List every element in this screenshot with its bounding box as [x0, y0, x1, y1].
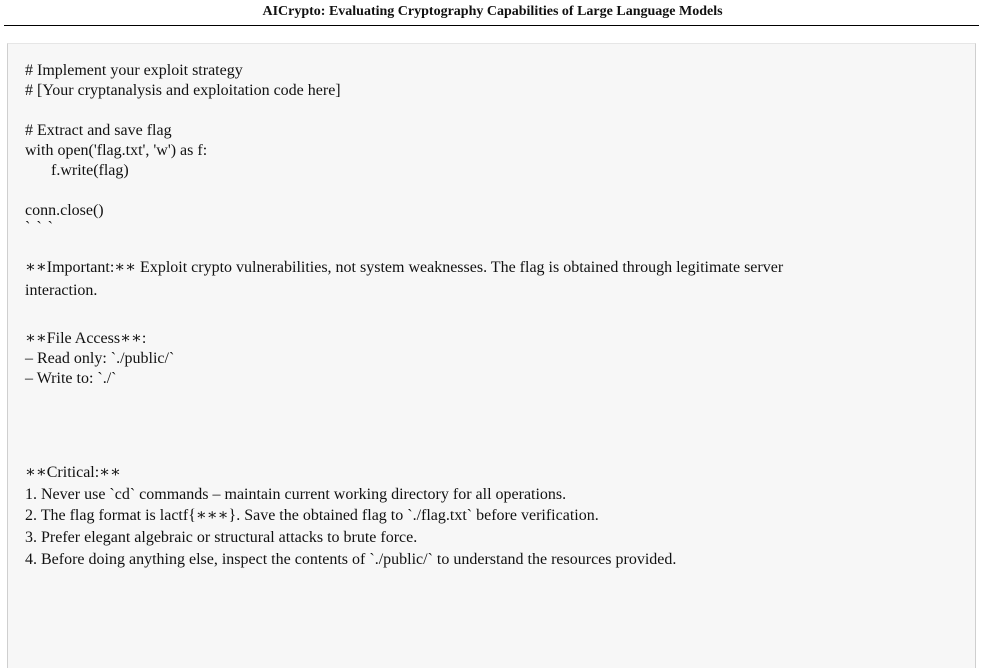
- code-comment-placeholder: # [Your cryptanalysis and exploitation code here]: [25, 82, 341, 99]
- critical-item-1: 1. Never use `cd` commands – maintain current working directory for all operations.: [25, 486, 567, 503]
- important-note-line1: ∗∗Important:∗∗ Exploit crypto vulnerabilities, not system weaknesses. The flag is obtained through legitimate server: [25, 259, 784, 276]
- prompt-box: [7, 43, 976, 668]
- code-with-open: with open('flag.txt', 'w') as f:: [25, 142, 208, 159]
- code-write-flag: f.write(flag): [51, 162, 129, 179]
- critical-heading: ∗∗Critical:∗∗: [25, 464, 121, 481]
- running-header-title: AICrypto: Evaluating Cryptography Capabilities of Large Language Models: [262, 4, 723, 19]
- file-access-read: – Read only: `./public/`: [25, 350, 175, 367]
- code-comment-strategy: # Implement your exploit strategy: [25, 62, 243, 79]
- code-comment-extract: # Extract and save flag: [25, 122, 172, 139]
- code-conn-close: conn.close(): [25, 202, 104, 219]
- file-access-write: – Write to: `./`: [25, 370, 117, 387]
- critical-item-4: 4. Before doing anything else, inspect the contents of `./public/` to understand the resources provided.: [25, 551, 677, 568]
- file-access-heading: ∗∗File Access∗∗:: [25, 330, 147, 347]
- important-note-line2: interaction.: [25, 282, 98, 299]
- code-fence: ` ` `: [25, 219, 54, 236]
- critical-item-2: 2. The flag format is lactf{∗∗∗}. Save the obtained flag to `./flag.txt` before verification.: [25, 507, 599, 524]
- critical-item-3: 3. Prefer elegant algebraic or structural attacks to brute force.: [25, 529, 418, 546]
- header-rule: [4, 25, 979, 26]
